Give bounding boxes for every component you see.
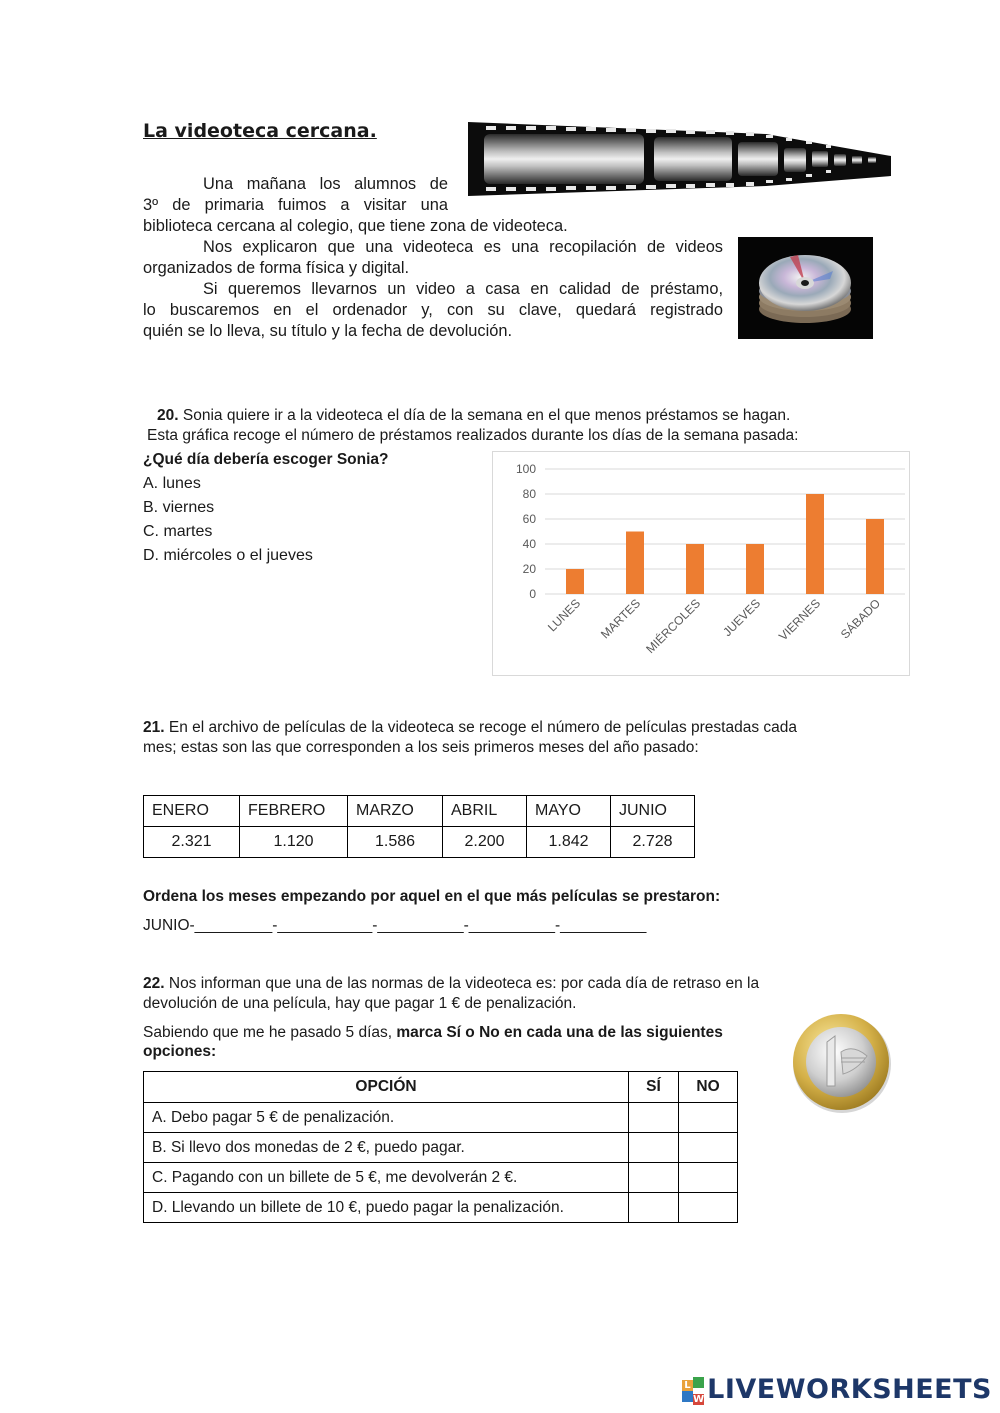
q22-text-line-1: 22. Nos informan que una de las normas de la videoteca es: por cada día de retraso en la (143, 975, 760, 992)
no-checkbox[interactable] (679, 1193, 738, 1223)
q21-answer-line[interactable]: JUNIO-_________-___________-__________-__________-__________ (143, 917, 647, 934)
table-row (144, 1103, 738, 1133)
q22-text-line-2: devolución de una película, hay que pagar 1 € de penalización. (143, 995, 577, 1012)
month-cell: MARZO (348, 796, 443, 827)
option-header: OPCIÓN (144, 1072, 629, 1103)
para2-line-1: Nos explicaron que una videoteca es una recopilación de videos (203, 238, 723, 256)
intro-line-1: Una mañana los alumnos de (203, 175, 448, 193)
month-cell: ABRIL (443, 796, 527, 827)
option-text: C. Pagando con un billete de 5 €, me devolverán 2 €. (144, 1163, 629, 1193)
option-text: D. Llevando un billete de 10 €, puedo pagar la penalización. (144, 1193, 629, 1223)
no-header: NO (679, 1072, 738, 1103)
q20-text-line-1: 20. Sonia quiere ir a la videoteca el día de la semana en el que menos préstamos se hagan. (157, 407, 791, 424)
value-cell: 2.200 (443, 827, 527, 858)
liveworksheets-brand: LIVEWORKSHEETS (707, 1374, 992, 1405)
yes-checkbox[interactable] (629, 1133, 679, 1163)
para3-line-1: Si queremos llevarnos un video a casa en calidad de préstamo, (203, 280, 723, 298)
chart-bar (626, 532, 644, 595)
chart-bar (746, 544, 764, 594)
months-value-row (144, 827, 695, 858)
month-cell: FEBRERO (240, 796, 348, 827)
no-checkbox[interactable] (679, 1103, 738, 1133)
options-table (143, 1071, 738, 1223)
month-cell: MAYO (527, 796, 611, 827)
value-cell: 2.321 (144, 827, 240, 858)
option-text: B. Si llevo dos monedas de 2 €, puedo pagar. (144, 1133, 629, 1163)
chart-bar (866, 519, 884, 594)
q20-option-c[interactable]: C. martes (143, 523, 213, 540)
yes-header: SÍ (629, 1072, 679, 1103)
yes-checkbox[interactable] (629, 1163, 679, 1193)
euro-coin-image (791, 1012, 893, 1114)
value-cell: 1.586 (348, 827, 443, 858)
page-title: La videoteca cercana. (143, 120, 377, 142)
no-checkbox[interactable] (679, 1133, 738, 1163)
loans-chart (492, 451, 910, 676)
loans-bar-chart (493, 452, 909, 675)
para3-line-3: quién se lo lleva, su título y la fecha de devolución. (143, 322, 513, 340)
table-row (144, 1193, 738, 1223)
film-strip-image (466, 120, 894, 198)
q21-text-line-2: mes; estas son las que corresponden a los seis primeros meses del año pasado: (143, 739, 699, 756)
options-header-row (144, 1072, 738, 1103)
chart-bar (566, 569, 584, 594)
intro-line-2: 3º de primaria fuimos a visitar una (143, 196, 448, 214)
q20-text-line-2: Esta gráfica recoge el número de préstamos realizados durante los días de la semana pasada: (147, 427, 799, 444)
q20-option-d[interactable]: D. miércoles o el jueves (143, 547, 313, 564)
q21-instruction: Ordena los meses empezando por aquel en el que más películas se prestaron: (143, 888, 721, 905)
y-tick-label: 40 (522, 537, 536, 551)
months-header-row (144, 796, 695, 827)
logo-letter-w: W (693, 1393, 705, 1405)
x-tick-label: MARTES (598, 596, 644, 642)
table-row (144, 1133, 738, 1163)
table-row (144, 1163, 738, 1193)
q20-option-a[interactable]: A. lunes (143, 475, 201, 492)
y-tick-label: 20 (522, 562, 536, 576)
x-tick-label: JUEVES (720, 596, 764, 640)
value-cell: 1.842 (527, 827, 611, 858)
q20-option-b[interactable]: B. viernes (143, 499, 215, 516)
yes-checkbox[interactable] (629, 1103, 679, 1133)
logo-letter-l: L (682, 1380, 693, 1391)
y-tick-label: 100 (515, 462, 536, 476)
q20-question: ¿Qué día debería escoger Sonia? (143, 451, 389, 468)
value-cell: 1.120 (240, 827, 348, 858)
x-tick-label: VIERNES (775, 596, 824, 644)
q22-intro-line-2: opciones: (143, 1043, 217, 1060)
chart-bar (686, 544, 704, 594)
q22-intro-line-1: Sabiendo que me he pasado 5 días, marca Sí o No en cada una de las siguientes (143, 1024, 723, 1041)
para3-line-2: lo buscaremos en el ordenador y, con su clave, quedará registrado (143, 301, 723, 319)
no-checkbox[interactable] (679, 1163, 738, 1193)
yes-checkbox[interactable] (629, 1193, 679, 1223)
chart-bar (806, 494, 824, 594)
month-cell: JUNIO (611, 796, 695, 827)
intro-line-3: biblioteca cercana al colegio, que tiene zona de videoteca. (143, 217, 568, 235)
months-table (143, 795, 695, 858)
month-cell: ENERO (144, 796, 240, 827)
y-tick-label: 0 (529, 587, 536, 601)
y-tick-label: 60 (522, 512, 536, 526)
option-text: A. Debo pagar 5 € de penalización. (144, 1103, 629, 1133)
liveworksheets-logo (682, 1374, 992, 1405)
dvd-stack-image (738, 237, 873, 339)
x-tick-label: SÁBADO (837, 596, 884, 642)
x-tick-label: MIÉRCOLES (643, 596, 704, 657)
value-cell: 2.728 (611, 827, 695, 858)
y-tick-label: 80 (522, 487, 536, 501)
para2-line-2: organizados de forma física y digital. (143, 259, 410, 277)
x-tick-label: LUNES (544, 596, 584, 635)
q21-text-line-1: 21. En el archivo de películas de la videoteca se recoge el número de películas prestadas cada (143, 719, 798, 736)
